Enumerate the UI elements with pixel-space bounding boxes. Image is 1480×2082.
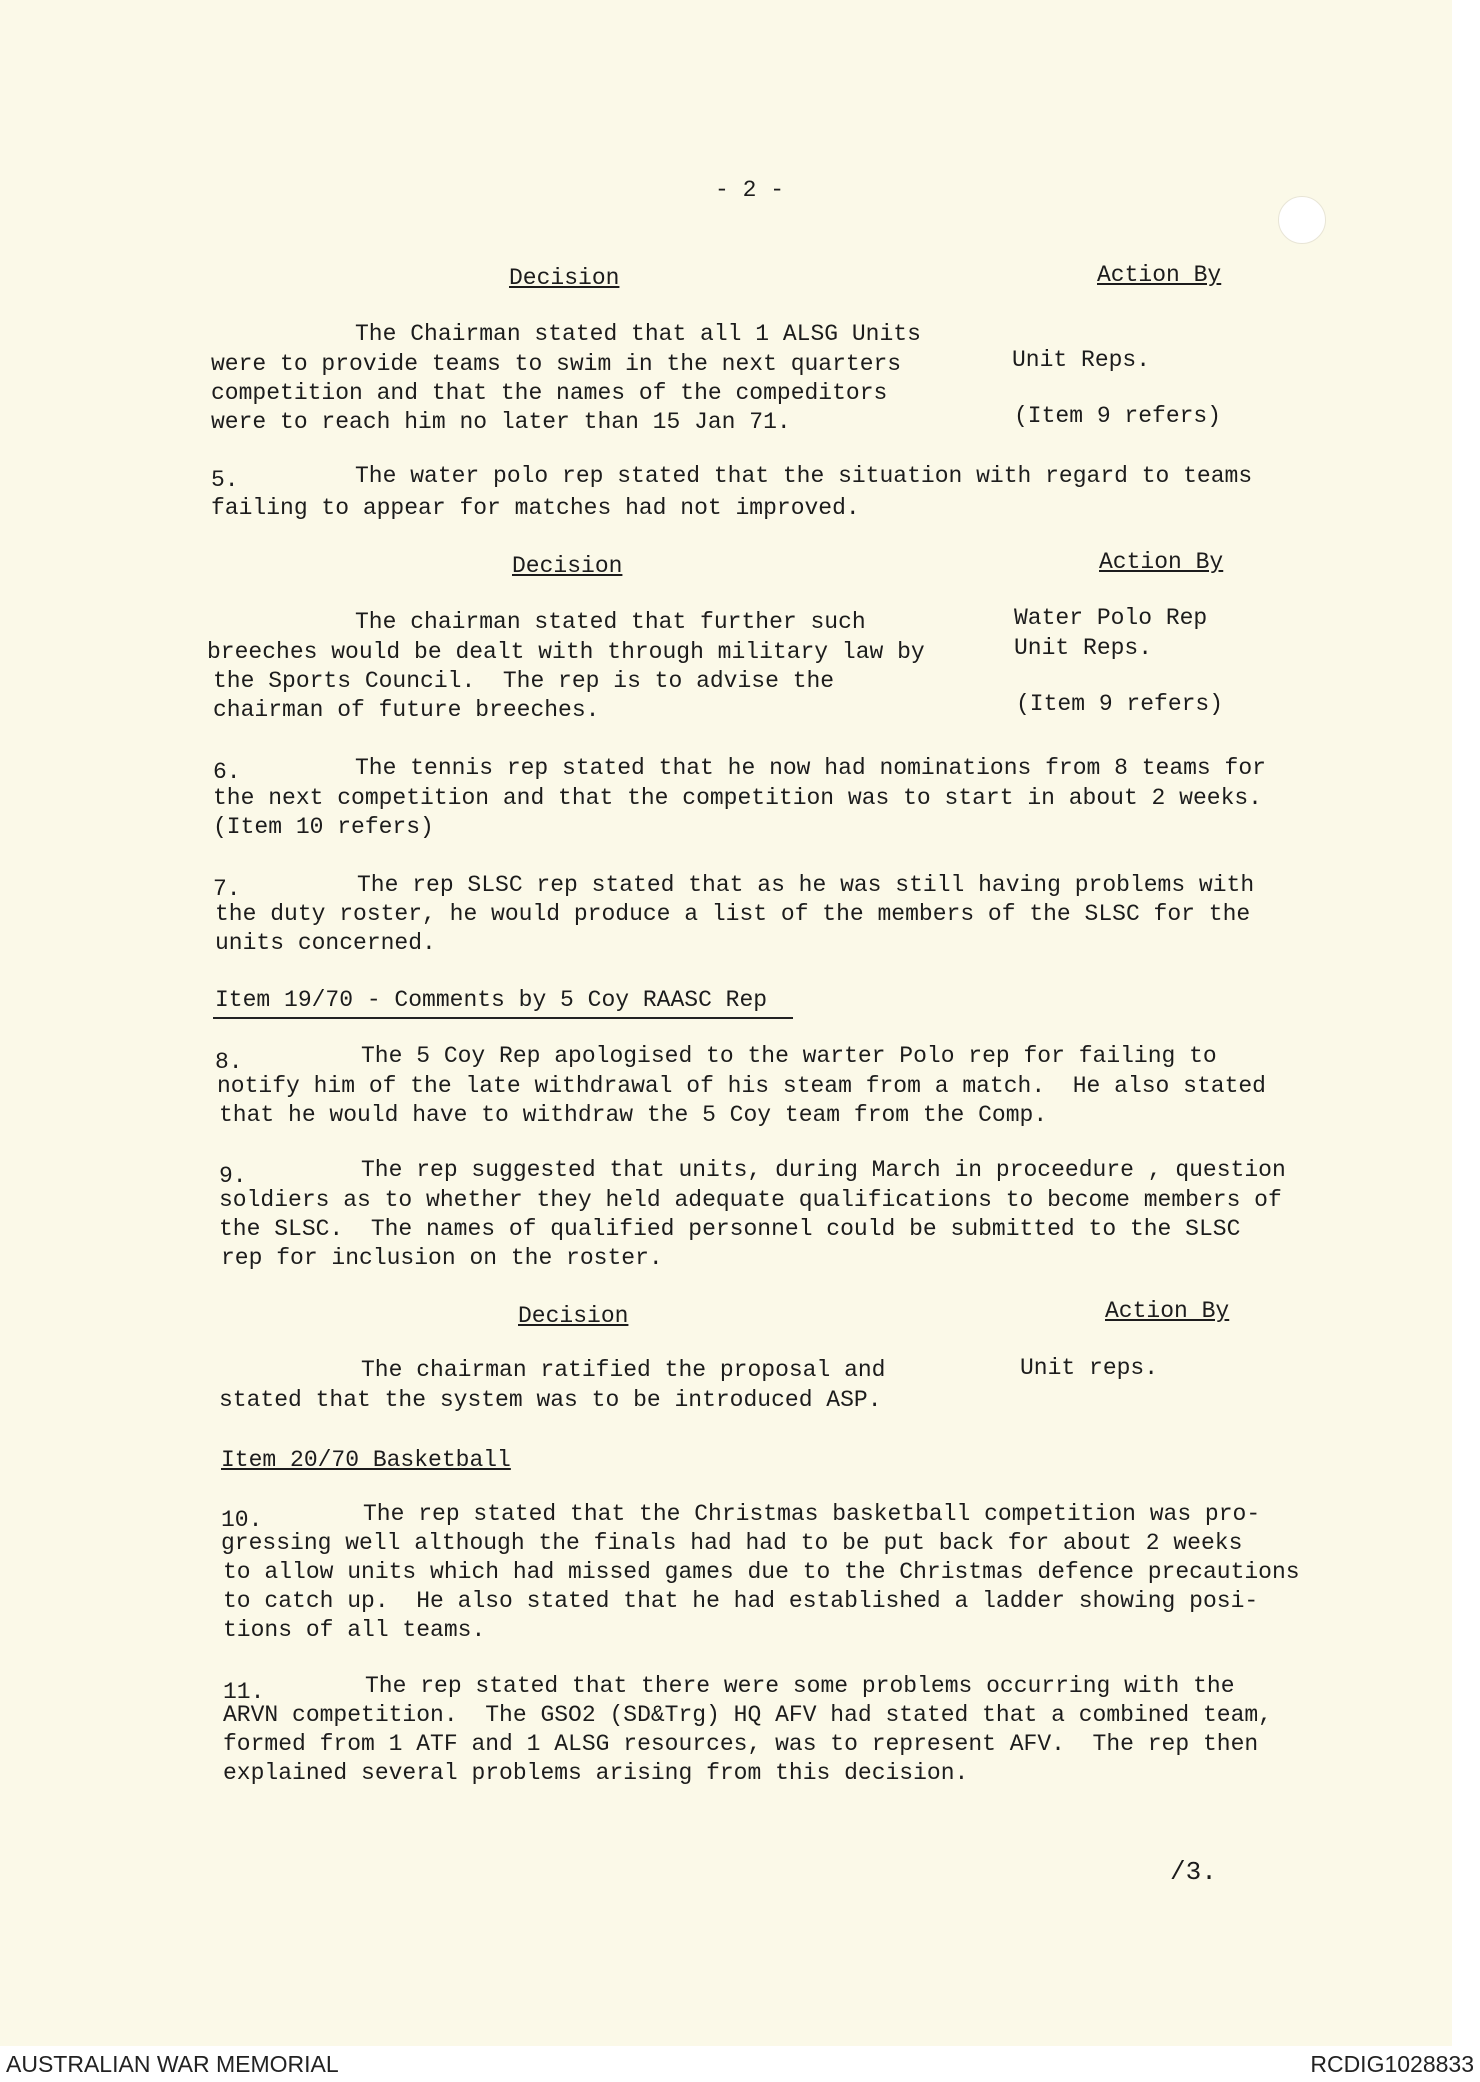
paragraph-number: 10. xyxy=(221,1507,263,1533)
paragraph-line: The rep stated that there were some problems occurring with the xyxy=(365,1673,1235,1699)
archive-name: AUSTRALIAN WAR MEMORIAL xyxy=(6,2051,339,2077)
page-edge xyxy=(1452,0,1480,2046)
paragraph-line: (Item 10 refers) xyxy=(213,814,434,840)
archive-reference: RCDIG1028833 xyxy=(1310,2051,1474,2077)
decision-line: the Sports Council. The rep is to advise the xyxy=(213,668,835,694)
decision-line: were to reach him no later than 15 Jan 71. xyxy=(211,409,791,435)
paragraph-line: failing to appear for matches had not improved. xyxy=(211,495,860,521)
decision-heading: Decision xyxy=(518,1303,629,1329)
item-heading: Item 19/70 - Comments by 5 Coy RAASC Rep xyxy=(215,987,768,1013)
paragraph-line: ARVN competition. The GSO2 (SD&Trg) HQ AFV had stated that a combined team, xyxy=(223,1702,1272,1728)
paragraph-line: The rep suggested that units, during March in proceedure , question xyxy=(361,1157,1286,1183)
decision-heading: Decision xyxy=(512,553,623,579)
paragraph-number: 5. xyxy=(211,467,239,493)
decision-line: were to provide teams to swim in the next quarters xyxy=(211,351,902,377)
heading-underline xyxy=(213,1017,793,1019)
paragraph-number: 9. xyxy=(219,1163,247,1189)
paragraph-line: soldiers as to whether they held adequate qualifications to become members of xyxy=(219,1187,1282,1213)
paragraph-line: tions of all teams. xyxy=(223,1617,486,1643)
paragraph-line: the SLSC. The names of qualified personnel could be submitted to the SLSC xyxy=(219,1216,1241,1242)
paragraph-number: 7. xyxy=(213,876,241,902)
paragraph-line: gressing well although the finals had had to be put back for about 2 weeks xyxy=(221,1530,1243,1556)
paragraph-line: the duty roster, he would produce a list of the members of the SLSC for the xyxy=(215,901,1251,927)
decision-line: chairman of future breeches. xyxy=(213,697,600,723)
decision-line: The chairman ratified the proposal and xyxy=(361,1357,886,1383)
item-heading: Item 20/70 Basketball xyxy=(221,1447,511,1473)
decision-line: The Chairman stated that all 1 ALSG Units xyxy=(355,321,921,347)
action-by-value: Water Polo Rep xyxy=(1014,605,1208,631)
paragraph-number: 8. xyxy=(215,1049,243,1075)
item-refers: (Item 9 refers) xyxy=(1016,691,1224,717)
paragraph-line: units concerned. xyxy=(215,930,436,956)
paragraph-line: notify him of the late withdrawal of his steam from a match. He also stated xyxy=(217,1073,1266,1099)
paragraph-line: that he would have to withdraw the 5 Coy team from the Comp. xyxy=(219,1102,1048,1128)
paragraph-number: 11. xyxy=(223,1679,265,1705)
action-by-heading: Action By xyxy=(1105,1298,1230,1324)
paragraph-line: The rep SLSC rep stated that as he was still having problems with xyxy=(357,872,1255,898)
decision-line: The chairman stated that further such xyxy=(355,609,866,635)
item-refers: (Item 9 refers) xyxy=(1014,403,1222,429)
action-by-value: Unit reps. xyxy=(1020,1355,1159,1381)
page-number: - 2 - xyxy=(715,177,785,203)
action-by-value: Unit Reps. xyxy=(1012,347,1151,373)
decision-line: competition and that the names of the compeditors xyxy=(211,380,888,406)
decision-line: breeches would be dealt with through military law by xyxy=(207,639,925,665)
punch-hole xyxy=(1278,196,1326,244)
paragraph-line: The rep stated that the Christmas basketball competition was pro- xyxy=(363,1501,1261,1527)
action-by-heading: Action By xyxy=(1097,262,1222,288)
archive-footer xyxy=(0,2046,1480,2082)
paragraph-line: The tennis rep stated that he now had nominations from 8 teams for xyxy=(355,755,1266,781)
next-page-marker: /3. xyxy=(1170,1857,1217,1887)
paragraph-line: formed from 1 ATF and 1 ALSG resources, was to represent AFV. The rep then xyxy=(223,1731,1259,1757)
action-by-heading: Action By xyxy=(1099,549,1224,575)
paragraph-line: the next competition and that the competition was to start in about 2 weeks. xyxy=(213,785,1262,811)
paragraph-line: rep for inclusion on the roster. xyxy=(221,1245,663,1271)
paragraph-line: The 5 Coy Rep apologised to the warter Polo rep for failing to xyxy=(361,1043,1217,1069)
action-by-value: Unit Reps. xyxy=(1014,635,1153,661)
decision-line: stated that the system was to be introduced ASP. xyxy=(219,1387,882,1413)
paragraph-line: explained several problems arising from this decision. xyxy=(223,1760,969,1786)
paragraph-line: to catch up. He also stated that he had established a ladder showing posi- xyxy=(223,1588,1259,1614)
decision-heading: Decision xyxy=(509,265,620,291)
paragraph-line: The water polo rep stated that the situation with regard to teams xyxy=(355,463,1253,489)
paragraph-number: 6. xyxy=(213,759,241,785)
paragraph-line: to allow units which had missed games due to the Christmas defence precautions xyxy=(223,1559,1300,1585)
